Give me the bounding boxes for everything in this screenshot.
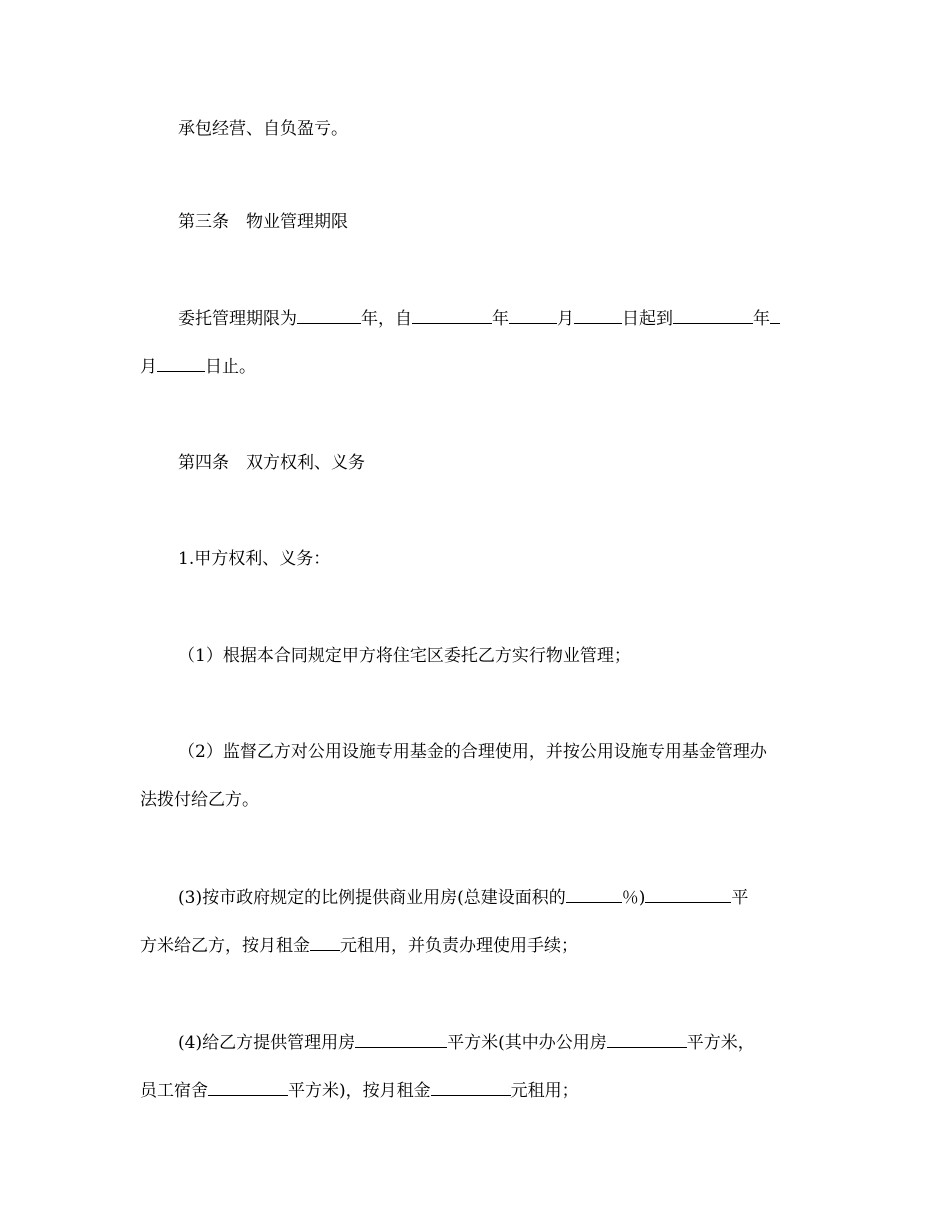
item-4-line-2: [140, 1078, 820, 1103]
term-text: 月: [140, 357, 157, 377]
item-text: 元租用；: [510, 1081, 579, 1101]
item-text: (4)给乙方提供管理用房: [178, 1033, 356, 1053]
item-4-line-1: [178, 1030, 818, 1055]
heading-text: 1.甲方权利、义务：: [178, 549, 331, 569]
blank-field: [431, 1078, 511, 1096]
item-text: ％): [621, 888, 646, 908]
term-line-2: [140, 354, 820, 379]
blank-field: [297, 306, 361, 324]
item-3-line-1: [178, 885, 818, 910]
item-2-line-1: [178, 740, 818, 764]
item-text: 平方米，: [686, 1033, 755, 1053]
term-text: 年，自: [361, 309, 412, 329]
blank-field: [574, 306, 622, 324]
item-text: 平方米(其中办公用房: [447, 1033, 607, 1053]
term-text: 委托管理期限为: [178, 309, 297, 329]
item-text: 平方米)，按月租金: [288, 1081, 431, 1101]
blank-field: [509, 306, 557, 324]
item-2-line-2: [140, 788, 820, 812]
article-3-heading: [178, 210, 818, 234]
term-text: 月: [557, 309, 574, 329]
blank-field: [208, 1078, 288, 1096]
item-text: 方米给乙方，按月租金: [140, 936, 310, 956]
blank-field: [566, 885, 622, 903]
term-text: 年: [492, 309, 509, 329]
blank-field: [607, 1030, 687, 1048]
blank-field: [645, 885, 731, 903]
term-text: 日止。: [205, 357, 256, 377]
item-text: （1）根据本合同规定甲方将住宅区委托乙方实行物业管理；: [178, 646, 631, 666]
item-text: （2）监督乙方对公用设施专用基金的合理使用，并按公用设施专用基金管理办: [178, 742, 767, 762]
item-text: 员工宿舍: [140, 1081, 208, 1101]
article-4-heading: [178, 451, 818, 475]
blank-field: [157, 354, 205, 372]
term-line-1: [178, 306, 818, 331]
blank-field: [673, 306, 753, 324]
heading-text: 第四条 双方权利、义务: [178, 453, 365, 473]
blank-field: [770, 306, 780, 324]
blank-field: [412, 306, 492, 324]
party-a-heading: [178, 547, 818, 571]
item-text: 平: [731, 888, 749, 908]
paragraph-contract-mode: [178, 117, 818, 141]
term-text: 年: [753, 309, 770, 329]
item-1: [178, 644, 818, 668]
item-text: 元租用，并负责办理使用手续；: [340, 936, 578, 956]
blank-field: [310, 933, 340, 951]
item-text: (3)按市政府规定的比例提供商业用房(总建设面积的: [178, 888, 566, 908]
paragraph-text: 承包经营、自负盈亏。: [178, 119, 348, 139]
item-3-line-2: [140, 933, 820, 958]
heading-text: 第三条 物业管理期限: [178, 212, 348, 232]
term-text: 日起到: [622, 309, 673, 329]
item-text: 法拨付给乙方。: [140, 790, 259, 810]
blank-field: [355, 1030, 447, 1048]
